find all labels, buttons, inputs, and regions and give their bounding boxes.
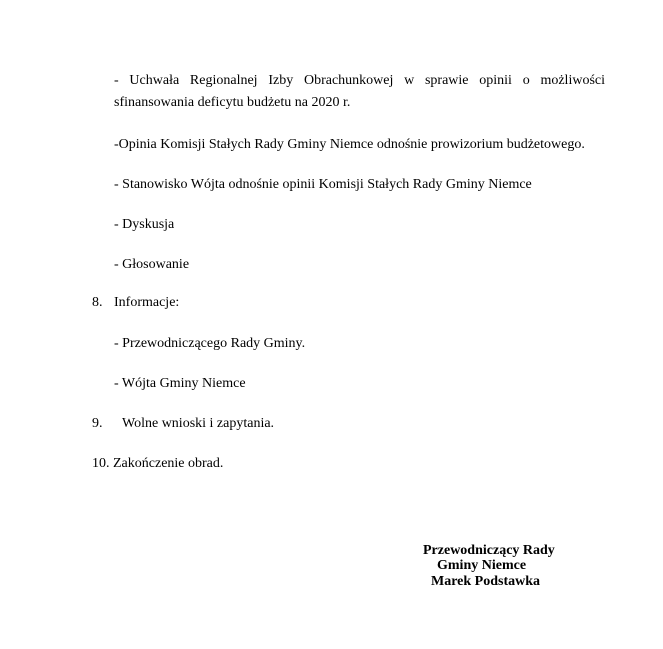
point-8-number: 8.: [92, 295, 103, 310]
agenda-item-mayor-position: - Stanowisko Wójta odnośnie opinii Komisji Stałych Rady Gminy Niemce: [114, 177, 532, 192]
info-item-chairman: - Przewodniczącego Rady Gminy.: [114, 336, 306, 351]
signature-name: Marek Podstawka: [431, 574, 541, 589]
agenda-item-resolution-line1: - Uchwała Regionalnej Izby Obrachunkowej w sprawie opinii o możliwości: [114, 73, 605, 88]
agenda-item-resolution: [114, 70, 605, 114]
signature-institution: Gminy Niemce: [437, 558, 527, 573]
point-10-text: 10. Zakończenie obrad.: [92, 456, 224, 471]
agenda-item-resolution-line2: sfinansowania deficytu budżetu na 2020 r.: [114, 95, 351, 110]
agenda-item-committee-opinion: -Opinia Komisji Stałych Rady Gminy Niemce odnośnie prowizorium budżetowego.: [114, 137, 585, 152]
point-8-text: Informacje:: [114, 295, 180, 310]
signature-title: Przewodniczący Rady: [423, 543, 555, 558]
agenda-item-voting: - Głosowanie: [114, 257, 190, 272]
info-item-mayor: - Wójta Gminy Niemce: [114, 376, 246, 391]
point-9-text: Wolne wnioski i zapytania.: [122, 416, 275, 431]
agenda-item-discussion: - Dyskusja: [114, 217, 175, 232]
point-9-number: 9.: [92, 416, 103, 431]
